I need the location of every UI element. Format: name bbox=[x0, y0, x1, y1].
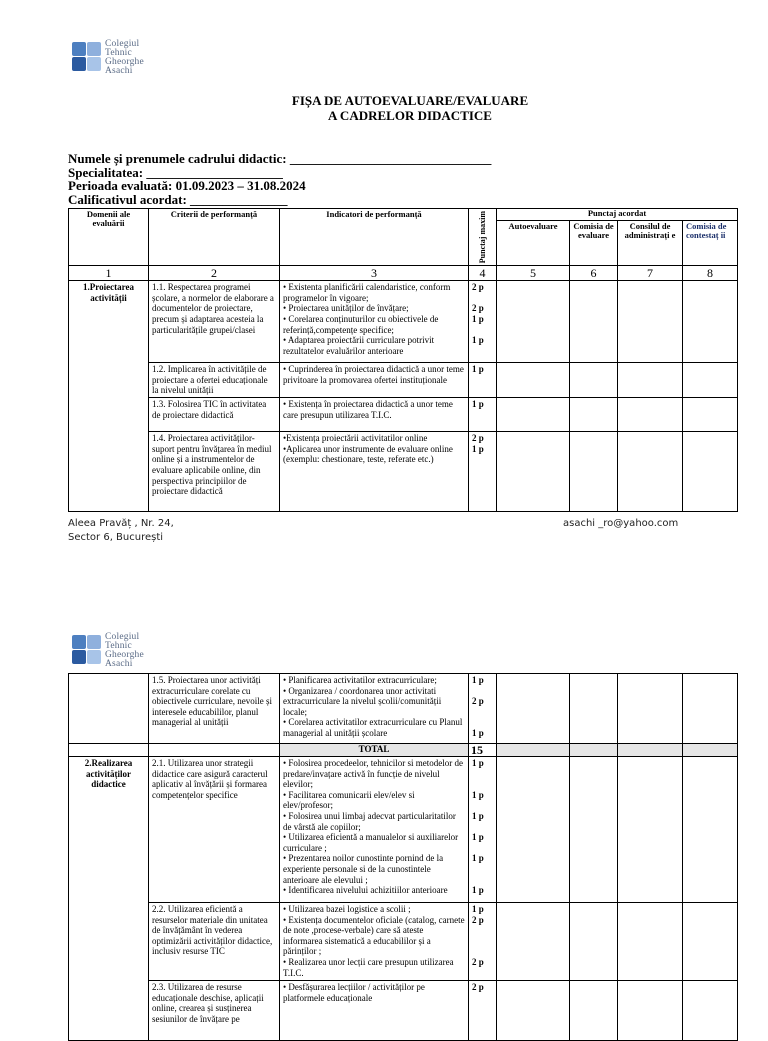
domain-cell bbox=[69, 674, 149, 744]
header-domain: Domenii ale evaluării bbox=[69, 209, 149, 266]
evaluation-table-page-1 bbox=[68, 208, 738, 512]
max-points-cell: 1 p 2 p 2 p bbox=[469, 903, 497, 981]
indicators-cell: • Planificarea activitatilor extracurriculare; • Organizarea / coordonarea unor activitati extracurriculare la nivelul școlii/comunității locale; • Corelarea activitatilor extracurriculare cu Planul managerial al unității școlare bbox=[280, 674, 469, 744]
self-evaluation-input[interactable] bbox=[497, 363, 570, 398]
table-row bbox=[69, 363, 738, 398]
header-self-evaluation: Autoevaluare bbox=[497, 221, 570, 266]
commission-score-input[interactable] bbox=[570, 432, 618, 512]
domain-cell: 1.Proiectarea activității bbox=[69, 281, 149, 512]
total-board[interactable] bbox=[618, 744, 683, 757]
specialty-field: Specialitatea: _____________________ bbox=[68, 164, 283, 180]
max-points-cell: 1 p bbox=[469, 398, 497, 432]
logo-text: Colegiul Tehnic Gheorghe Asachi bbox=[105, 632, 144, 669]
evaluated-period: Perioada evaluată: 01.09.2023 – 31.08.2024 bbox=[68, 178, 306, 193]
total-label: TOTAL bbox=[280, 744, 469, 757]
max-points-cell: 2 p 1 p bbox=[469, 432, 497, 512]
indicators-cell: •Existența proiectării activitatilor online •Aplicarea unor instrumente de evaluare online (exemplu: chestionare, teste, referate etc.) bbox=[280, 432, 469, 512]
commission-score-input[interactable] bbox=[570, 903, 618, 981]
self-evaluation-input[interactable] bbox=[497, 432, 570, 512]
header-criteria: Criterii de performanță bbox=[149, 209, 280, 266]
title-line-2: A CADRELOR DIDACTICE bbox=[328, 108, 492, 123]
board-score-input[interactable] bbox=[618, 432, 683, 512]
self-evaluation-input[interactable] bbox=[497, 903, 570, 981]
grade-field: Calificativul acordat: _______________ bbox=[68, 191, 288, 207]
teacher-name-field: Numele și prenumele cadrului didactic: _______________________________ bbox=[68, 151, 492, 166]
footer-email: asachi _ro@yahoo.com bbox=[563, 518, 679, 529]
criterion-cell: 1.1. Respectarea programei școlare, a normelor de elaborare a documentelor de proiectare, precum și adaptarea acesteia la particularitățile grupei/clasei bbox=[149, 281, 280, 363]
criterion-cell: 1.2. Implicarea în activitățile de proiectare a ofertei educaționale la nivelul unității bbox=[149, 363, 280, 398]
school-logo-page-2 bbox=[70, 633, 144, 669]
criterion-cell: 2.1. Utilizarea unor strategii didactice care asigură caracterul aplicativ al învățării și formarea competențelor specifice bbox=[149, 757, 280, 903]
title-line-1: FIȘA DE AUTOEVALUARE/EVALUARE bbox=[291, 93, 529, 108]
indicators-cell: • Existența în proiectarea didactică a unor teme care presupun utilizarea T.I.C. bbox=[280, 398, 469, 432]
document-title bbox=[0, 93, 768, 123]
criterion-cell: 1.3. Folosirea TIC în activitatea de proiectare didactică bbox=[149, 398, 280, 432]
total-commission[interactable] bbox=[570, 744, 618, 757]
self-evaluation-input[interactable] bbox=[497, 674, 570, 744]
domain-cell: 2.Realizarea activităților didactice bbox=[69, 757, 149, 1041]
criterion-cell: 2.3. Utilizarea de resurse educaționale deschise, aplicații online, crearea și susținerea sesiunilor de învățare pe bbox=[149, 981, 280, 1041]
table-row bbox=[69, 281, 738, 363]
appeal-score-input[interactable] bbox=[683, 432, 738, 512]
indicators-cell: • Folosirea procedeelor, tehnicilor si metodelor de predare/invațare activă în funcție de nivelul elevilor; • Facilitarea comunicarii elev/elev si elev/profesor; • Folosirea unui limbaj adecvat particularitatilor de vârstă ale copiilor; • Utilizarea eficientă a manualelor si auxiliarelor curriculare ; • Prezentarea noilor cunostinte pornind de la experiente personale si de la cunostintele anterioare ale elevului ; • Identificarea nivelului achizitiilor anterioare bbox=[280, 757, 469, 903]
school-logo bbox=[70, 40, 144, 76]
column-number-row: 1 2 3 4 5 6 7 8 bbox=[69, 266, 738, 281]
board-score-input[interactable] bbox=[618, 981, 683, 1041]
table-row bbox=[69, 432, 738, 512]
appeal-score-input[interactable] bbox=[683, 903, 738, 981]
logo-text: Colegiul Tehnic Gheorghe Asachi bbox=[105, 39, 144, 76]
table-row bbox=[69, 981, 738, 1041]
indicators-cell: • Cuprinderea în proiectarea didactică a unor teme privitoare la promovarea ofertei instituționale bbox=[280, 363, 469, 398]
appeal-score-input[interactable] bbox=[683, 281, 738, 363]
board-score-input[interactable] bbox=[618, 398, 683, 432]
board-score-input[interactable] bbox=[618, 281, 683, 363]
appeal-score-input[interactable] bbox=[683, 398, 738, 432]
appeal-score-input[interactable] bbox=[683, 757, 738, 903]
commission-score-input[interactable] bbox=[570, 281, 618, 363]
commission-score-input[interactable] bbox=[570, 363, 618, 398]
max-points-cell: 2 p bbox=[469, 981, 497, 1041]
header-indicators: Indicatori de performanță bbox=[280, 209, 469, 266]
commission-score-input[interactable] bbox=[570, 398, 618, 432]
indicators-cell: • Utilizarea bazei logistice a scolii ; • Existența documentelor oficiale (catalog, carnete de note ,procese-verbale) care să ateste informarea sistematică a educabililor și a părinților ; • Realizarea unor lecții care presupun utilizarea T.I.C. bbox=[280, 903, 469, 981]
table-row bbox=[69, 674, 738, 744]
logo-icon bbox=[70, 633, 103, 666]
header-awarded-points: Punctaj acordat bbox=[497, 209, 738, 221]
appeal-score-input[interactable] bbox=[683, 981, 738, 1041]
header-board: Consilul de administrați e bbox=[618, 221, 683, 266]
footer-address: Aleea Pravăț , Nr. 24, Sector 6, București bbox=[68, 518, 174, 543]
table-row bbox=[69, 903, 738, 981]
board-score-input[interactable] bbox=[618, 674, 683, 744]
commission-score-input[interactable] bbox=[570, 981, 618, 1041]
evaluation-table-page-2 bbox=[68, 673, 738, 1041]
total-row bbox=[69, 744, 738, 757]
table-row bbox=[69, 757, 738, 903]
max-points-cell: 1 p 1 p 1 p 1 p 1 p 1 p bbox=[469, 757, 497, 903]
total-appeal[interactable] bbox=[683, 744, 738, 757]
logo-icon bbox=[70, 40, 103, 73]
table-row bbox=[69, 398, 738, 432]
header-max-points: Punctaj maxim bbox=[469, 209, 497, 266]
self-evaluation-input[interactable] bbox=[497, 398, 570, 432]
total-value: 15 bbox=[469, 744, 497, 757]
criterion-cell: 1.4. Proiectarea activităților-suport pentru învățarea în mediul online și a instrumentelor de evaluare aplicabile online, din perspectiva principiilor de proiectare didactică bbox=[149, 432, 280, 512]
board-score-input[interactable] bbox=[618, 363, 683, 398]
header-appeal-commission: Comisia de contestaț ii bbox=[683, 221, 738, 266]
criterion-cell: 1.5. Proiectarea unor activități extracurriculare corelate cu obiectivele curriculare, nevoile și interesele educabililor, planul managerial al unității bbox=[149, 674, 280, 744]
criterion-cell: 2.2. Utilizarea eficientă a resurselor materiale din unitatea de învățământ în vederea optimizării activităților didactice, inclusiv resurse TIC bbox=[149, 903, 280, 981]
self-evaluation-input[interactable] bbox=[497, 981, 570, 1041]
commission-score-input[interactable] bbox=[570, 674, 618, 744]
max-points-cell: 1 p 2 p 1 p bbox=[469, 674, 497, 744]
max-points-cell: 1 p bbox=[469, 363, 497, 398]
self-evaluation-input[interactable] bbox=[497, 757, 570, 903]
commission-score-input[interactable] bbox=[570, 757, 618, 903]
board-score-input[interactable] bbox=[618, 903, 683, 981]
indicators-cell: • Existenta planificării calendaristice, conform programelor în vigoare; • Proiectarea unităților de învățare; • Corelarea conținuturilor cu obiectivele de referință,competențe specifice; • Adaptarea proiectării curriculare potrivit rezultatelor evaluărilor anterioare bbox=[280, 281, 469, 363]
header-evaluation-commission: Comisia de evaluare bbox=[570, 221, 618, 266]
indicators-cell: • Desfășurarea lecțiilor / activităților pe platformele educaționale bbox=[280, 981, 469, 1041]
teacher-info bbox=[68, 152, 491, 206]
total-self-evaluation[interactable] bbox=[497, 744, 570, 757]
self-evaluation-input[interactable] bbox=[497, 281, 570, 363]
board-score-input[interactable] bbox=[618, 757, 683, 903]
appeal-score-input[interactable] bbox=[683, 363, 738, 398]
appeal-score-input[interactable] bbox=[683, 674, 738, 744]
max-points-cell: 2 p 2 p 1 p 1 p bbox=[469, 281, 497, 363]
